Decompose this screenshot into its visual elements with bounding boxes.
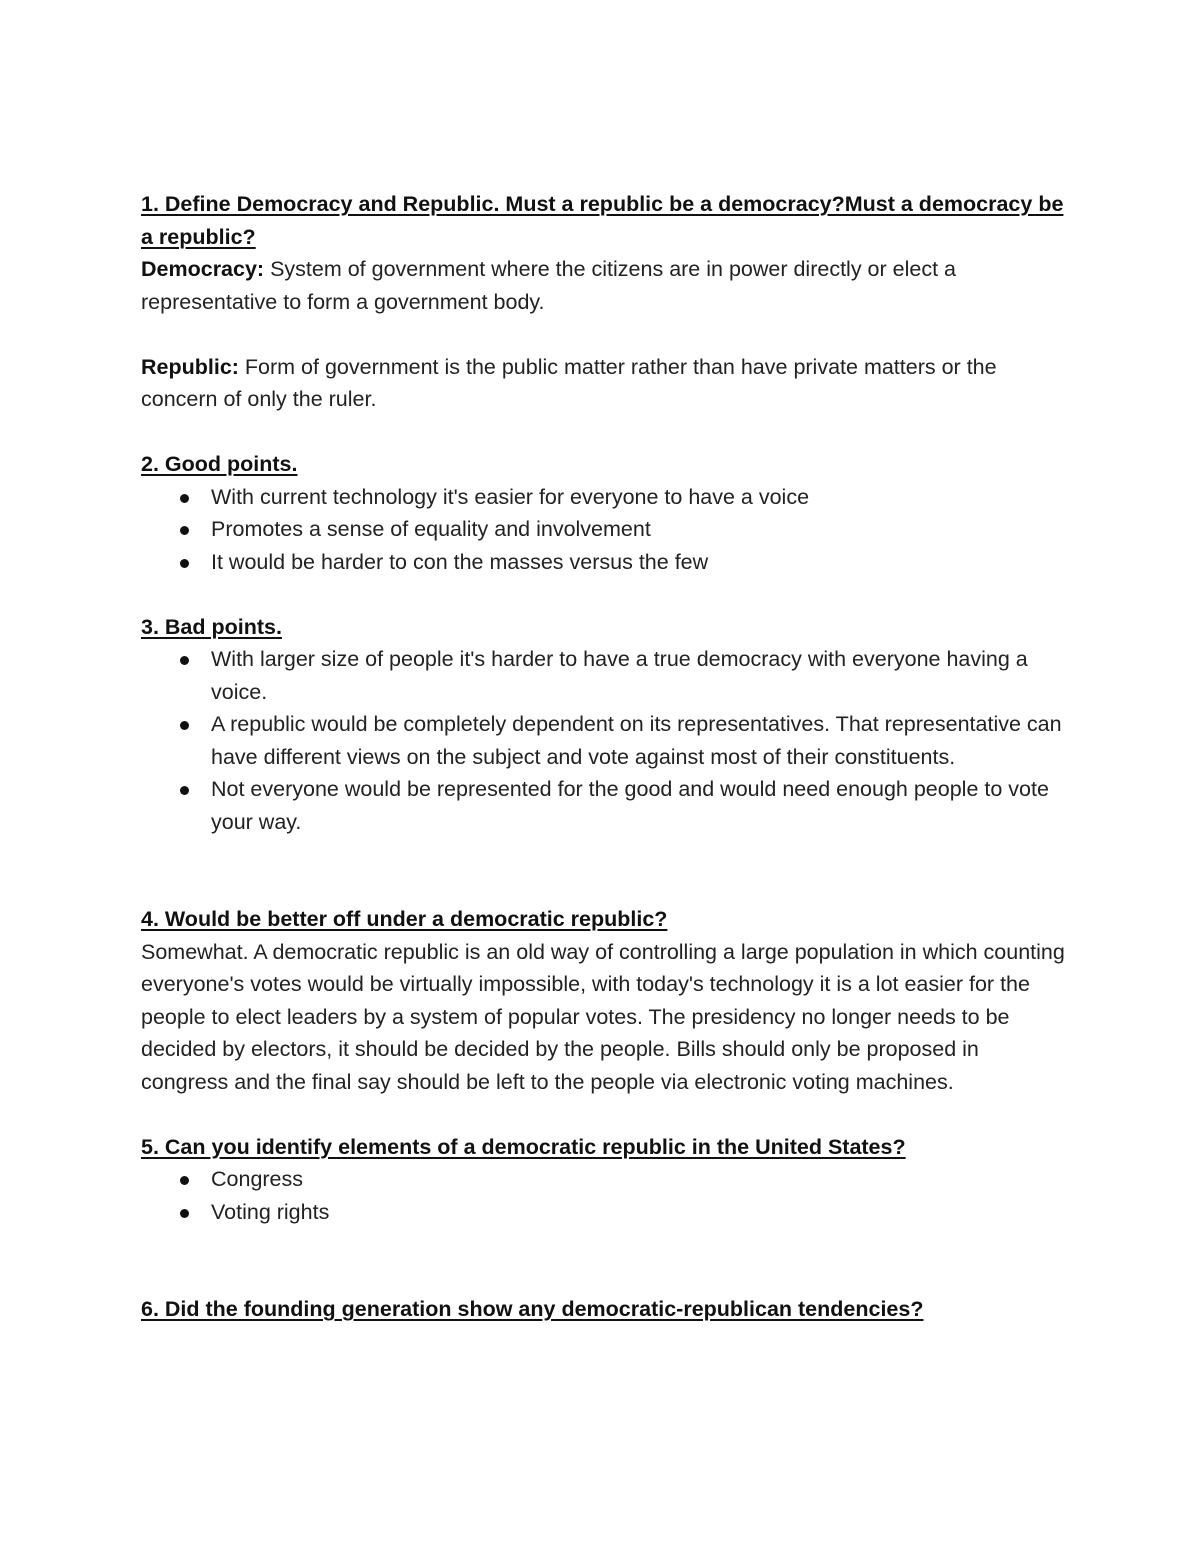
question-5-heading: 5. Can you identify elements of a democratic republic in the United States? bbox=[141, 1134, 906, 1159]
question-4-answer: Somewhat. A democratic republic is an old way of controlling a large population in which counting everyone's votes would be virtually impossible, with today's technology it is a lot easier for the people to elect leaders by a system of popular votes. The presidency no longer needs to be decided by electors, it should be decided by the people. Bills should only be proposed in congress and the final say should be left to the people via electronic voting machines. bbox=[141, 939, 1065, 1094]
bullet-icon bbox=[180, 656, 189, 665]
bullet-icon bbox=[180, 1209, 189, 1218]
question-4-heading: 4. Would be better off under a democratic republic? bbox=[141, 907, 668, 931]
list-item: Congress bbox=[211, 1163, 1066, 1196]
list-item: With larger size of people it's harder to have a true democracy with everyone having a voice. bbox=[211, 643, 1066, 708]
democracy-definition-text: System of government where the citizens are in power directly or elect a representative to form a government body. bbox=[141, 257, 956, 314]
republic-definition-text: Form of government is the public matter rather than have private matters or the concern of only the ruler. bbox=[141, 354, 997, 411]
question-6-heading: 6. Did the founding generation show any democratic-republican tendencies? bbox=[141, 1297, 924, 1321]
question-3-heading: 3. Bad points. bbox=[141, 614, 282, 639]
list-item: Promotes a sense of equality and involvement bbox=[211, 513, 1066, 546]
good-points-list bbox=[141, 481, 1066, 579]
bullet-icon bbox=[180, 559, 189, 568]
bad-points-list bbox=[141, 643, 1066, 838]
bullet-icon bbox=[180, 786, 189, 795]
democracy-term: Democracy: bbox=[141, 257, 265, 281]
republic-term: Republic: bbox=[141, 354, 239, 379]
republic-definition bbox=[141, 351, 1066, 416]
bullet-icon bbox=[180, 526, 189, 535]
list-item: With current technology it's easier for everyone to have a voice bbox=[211, 481, 1066, 514]
list-item: Not everyone would be represented for the good and would need enough people to vote your way. bbox=[211, 773, 1066, 838]
list-item: A republic would be completely dependent on its representatives. That representative can have different views on the subject and vote against most of their constituents. bbox=[211, 708, 1066, 773]
document-page bbox=[141, 188, 1066, 1326]
democracy-definition bbox=[141, 253, 1066, 318]
question-2-heading: 2. Good points. bbox=[141, 452, 298, 476]
question-1-heading: 1. Define Democracy and Republic. Must a republic be a democracy?Must a democracy be a republic? bbox=[141, 192, 1064, 249]
bullet-icon bbox=[180, 721, 189, 730]
bullet-icon bbox=[180, 1176, 189, 1185]
list-item: It would be harder to con the masses versus the few bbox=[211, 546, 1066, 579]
us-elements-list bbox=[141, 1163, 1066, 1228]
list-item: Voting rights bbox=[211, 1196, 1066, 1229]
bullet-icon bbox=[180, 494, 189, 503]
